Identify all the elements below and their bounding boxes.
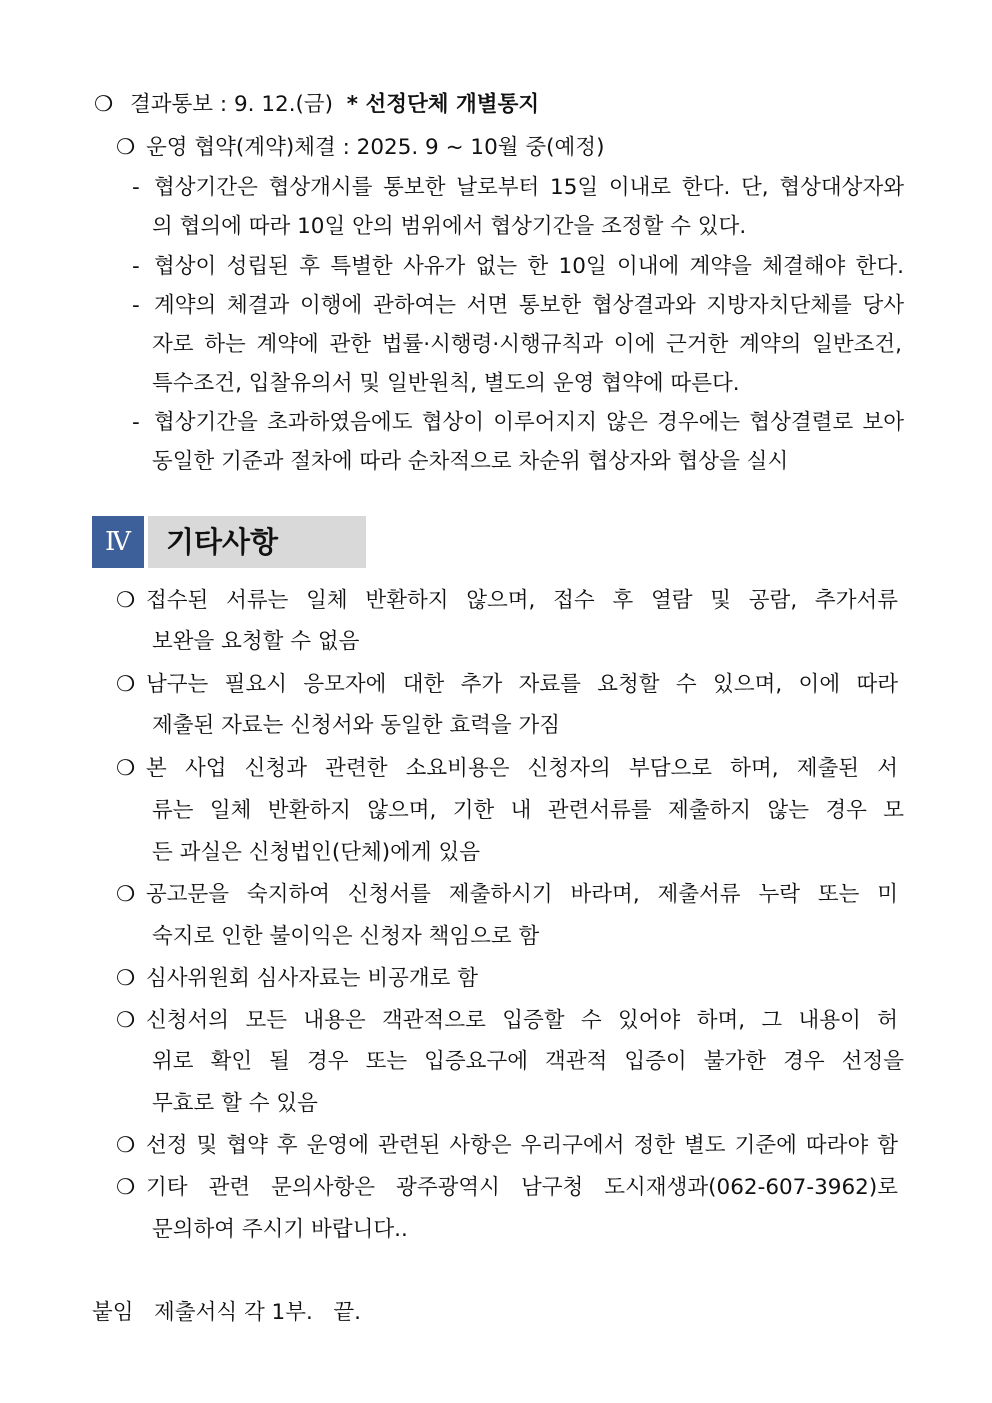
contract-law-line-1: - 계약의 체결과 이행에 관하여는 서면 통보한 협상결과와 지방자치단체를 당사	[132, 291, 904, 321]
circle-bullet-icon: ❍	[116, 966, 136, 991]
contract-deadline-line: - 협상이 성립된 후 특별한 사유가 없는 한 10일 이내에 계약을 체결해야 한다.	[132, 252, 904, 282]
circle-bullet-icon: ❍	[116, 672, 136, 697]
section-title: 기타사항	[148, 516, 366, 568]
attachment-note: 붙임 제출서식 각 1부. 끝.	[92, 1300, 361, 1325]
item-proof-line-1: ❍ 신청서의 모든 내용은 객관적으로 입증할 수 있어야 하며, 그 내용이 허	[116, 1006, 898, 1036]
dash-bullet-icon: -	[132, 293, 140, 318]
circle-bullet-icon: ❍	[116, 1008, 136, 1033]
negotiation-period-line-2: 의 협의에 따라 10일 안의 범위에서 협상기간을 조정할 수 있다.	[152, 214, 747, 239]
negotiation-period-line-1: - 협상기간은 협상개시를 통보한 날로부터 15일 이내로 한다. 단, 협상대상자와	[132, 173, 904, 203]
item-additional-data-line-2: 제출된 자료는 신청서와 동일한 효력을 가짐	[152, 713, 561, 738]
contract-law-line-3: 특수조건, 입찰유의서 및 일반원칙, 별도의 운영 협약에 따른다.	[152, 371, 740, 396]
negotiation-failure-line-2: 동일한 기준과 절차에 따라 순차적으로 차순위 협상자와 협상을 실시	[152, 449, 789, 474]
item-documents-line-2: 보완을 요청할 수 없음	[152, 629, 360, 654]
circle-bullet-icon: ❍	[116, 756, 136, 781]
result-notice-bold: * 선정단체 개별통지	[346, 92, 540, 117]
result-notice-line	[94, 90, 539, 120]
circle-bullet-icon: ❍	[116, 882, 136, 907]
section-number: Ⅳ	[92, 516, 144, 568]
circle-bullet-icon: ❍	[116, 1175, 136, 1200]
circle-bullet-icon: ❍	[116, 1133, 136, 1158]
contract-line	[116, 133, 604, 163]
circle-bullet-icon: ❍	[94, 92, 114, 117]
item-proof-line-2: 위로 확인 될 경우 또는 입증요구에 객관적 입증이 불가한 경우 선정을	[152, 1049, 904, 1074]
item-costs-line-3: 든 과실은 신청법인(단체)에게 있음	[152, 840, 481, 865]
item-documents-line-1: ❍ 접수된 서류는 일체 반환하지 않으며, 접수 후 열람 및 공람, 추가서류	[116, 586, 898, 616]
negotiation-failure-line-1: - 협상기간을 초과하였음에도 협상이 이루어지지 않은 경우에는 협상결렬로 보아	[132, 408, 904, 438]
item-notice-line-1: ❍ 공고문을 숙지하여 신청서를 제출하시기 바라며, 제출서류 누락 또는 미	[116, 880, 898, 910]
circle-bullet-icon: ❍	[116, 135, 136, 160]
item-contact-line-2: 문의하여 주시기 바랍니다..	[152, 1217, 408, 1242]
circle-bullet-icon: ❍	[116, 588, 136, 613]
item-costs-line-1: ❍ 본 사업 신청과 관련한 소요비용은 신청자의 부담으로 하며, 제출된 서	[116, 754, 898, 784]
item-proof-line-3: 무효로 할 수 있음	[152, 1091, 318, 1116]
dash-bullet-icon: -	[132, 254, 140, 279]
contract-law-line-2: 자로 하는 계약에 관한 법률·시행령·시행규칙과 이에 근거한 계약의 일반조건,	[152, 332, 902, 357]
item-review-private: ❍ 심사위원회 심사자료는 비공개로 함	[116, 964, 478, 994]
contract-text: 운영 협약(계약)체결 : 2025. 9 ~ 10월 중(예정)	[146, 135, 605, 160]
item-additional-data-line-1: ❍ 남구는 필요시 응모자에 대한 추가 자료를 요청할 수 있으며, 이에 따라	[116, 670, 898, 700]
item-notice-line-2: 숙지로 인한 불이익은 신청자 책임으로 함	[152, 924, 540, 949]
dash-bullet-icon: -	[132, 410, 140, 435]
item-contact-line-1: ❍ 기타 관련 문의사항은 광주광역시 남구청 도시재생과(062-607-3962)로	[116, 1173, 898, 1203]
dash-bullet-icon: -	[132, 175, 140, 200]
result-notice-label: 결과통보 : 9. 12.(금)	[130, 92, 334, 117]
item-costs-line-2: 류는 일체 반환하지 않으며, 기한 내 관련서류를 제출하지 않는 경우 모	[152, 798, 904, 823]
item-operation-rules: ❍ 선정 및 협약 후 운영에 관련된 사항은 우리구에서 정한 별도 기준에 따라야 함	[116, 1131, 898, 1161]
